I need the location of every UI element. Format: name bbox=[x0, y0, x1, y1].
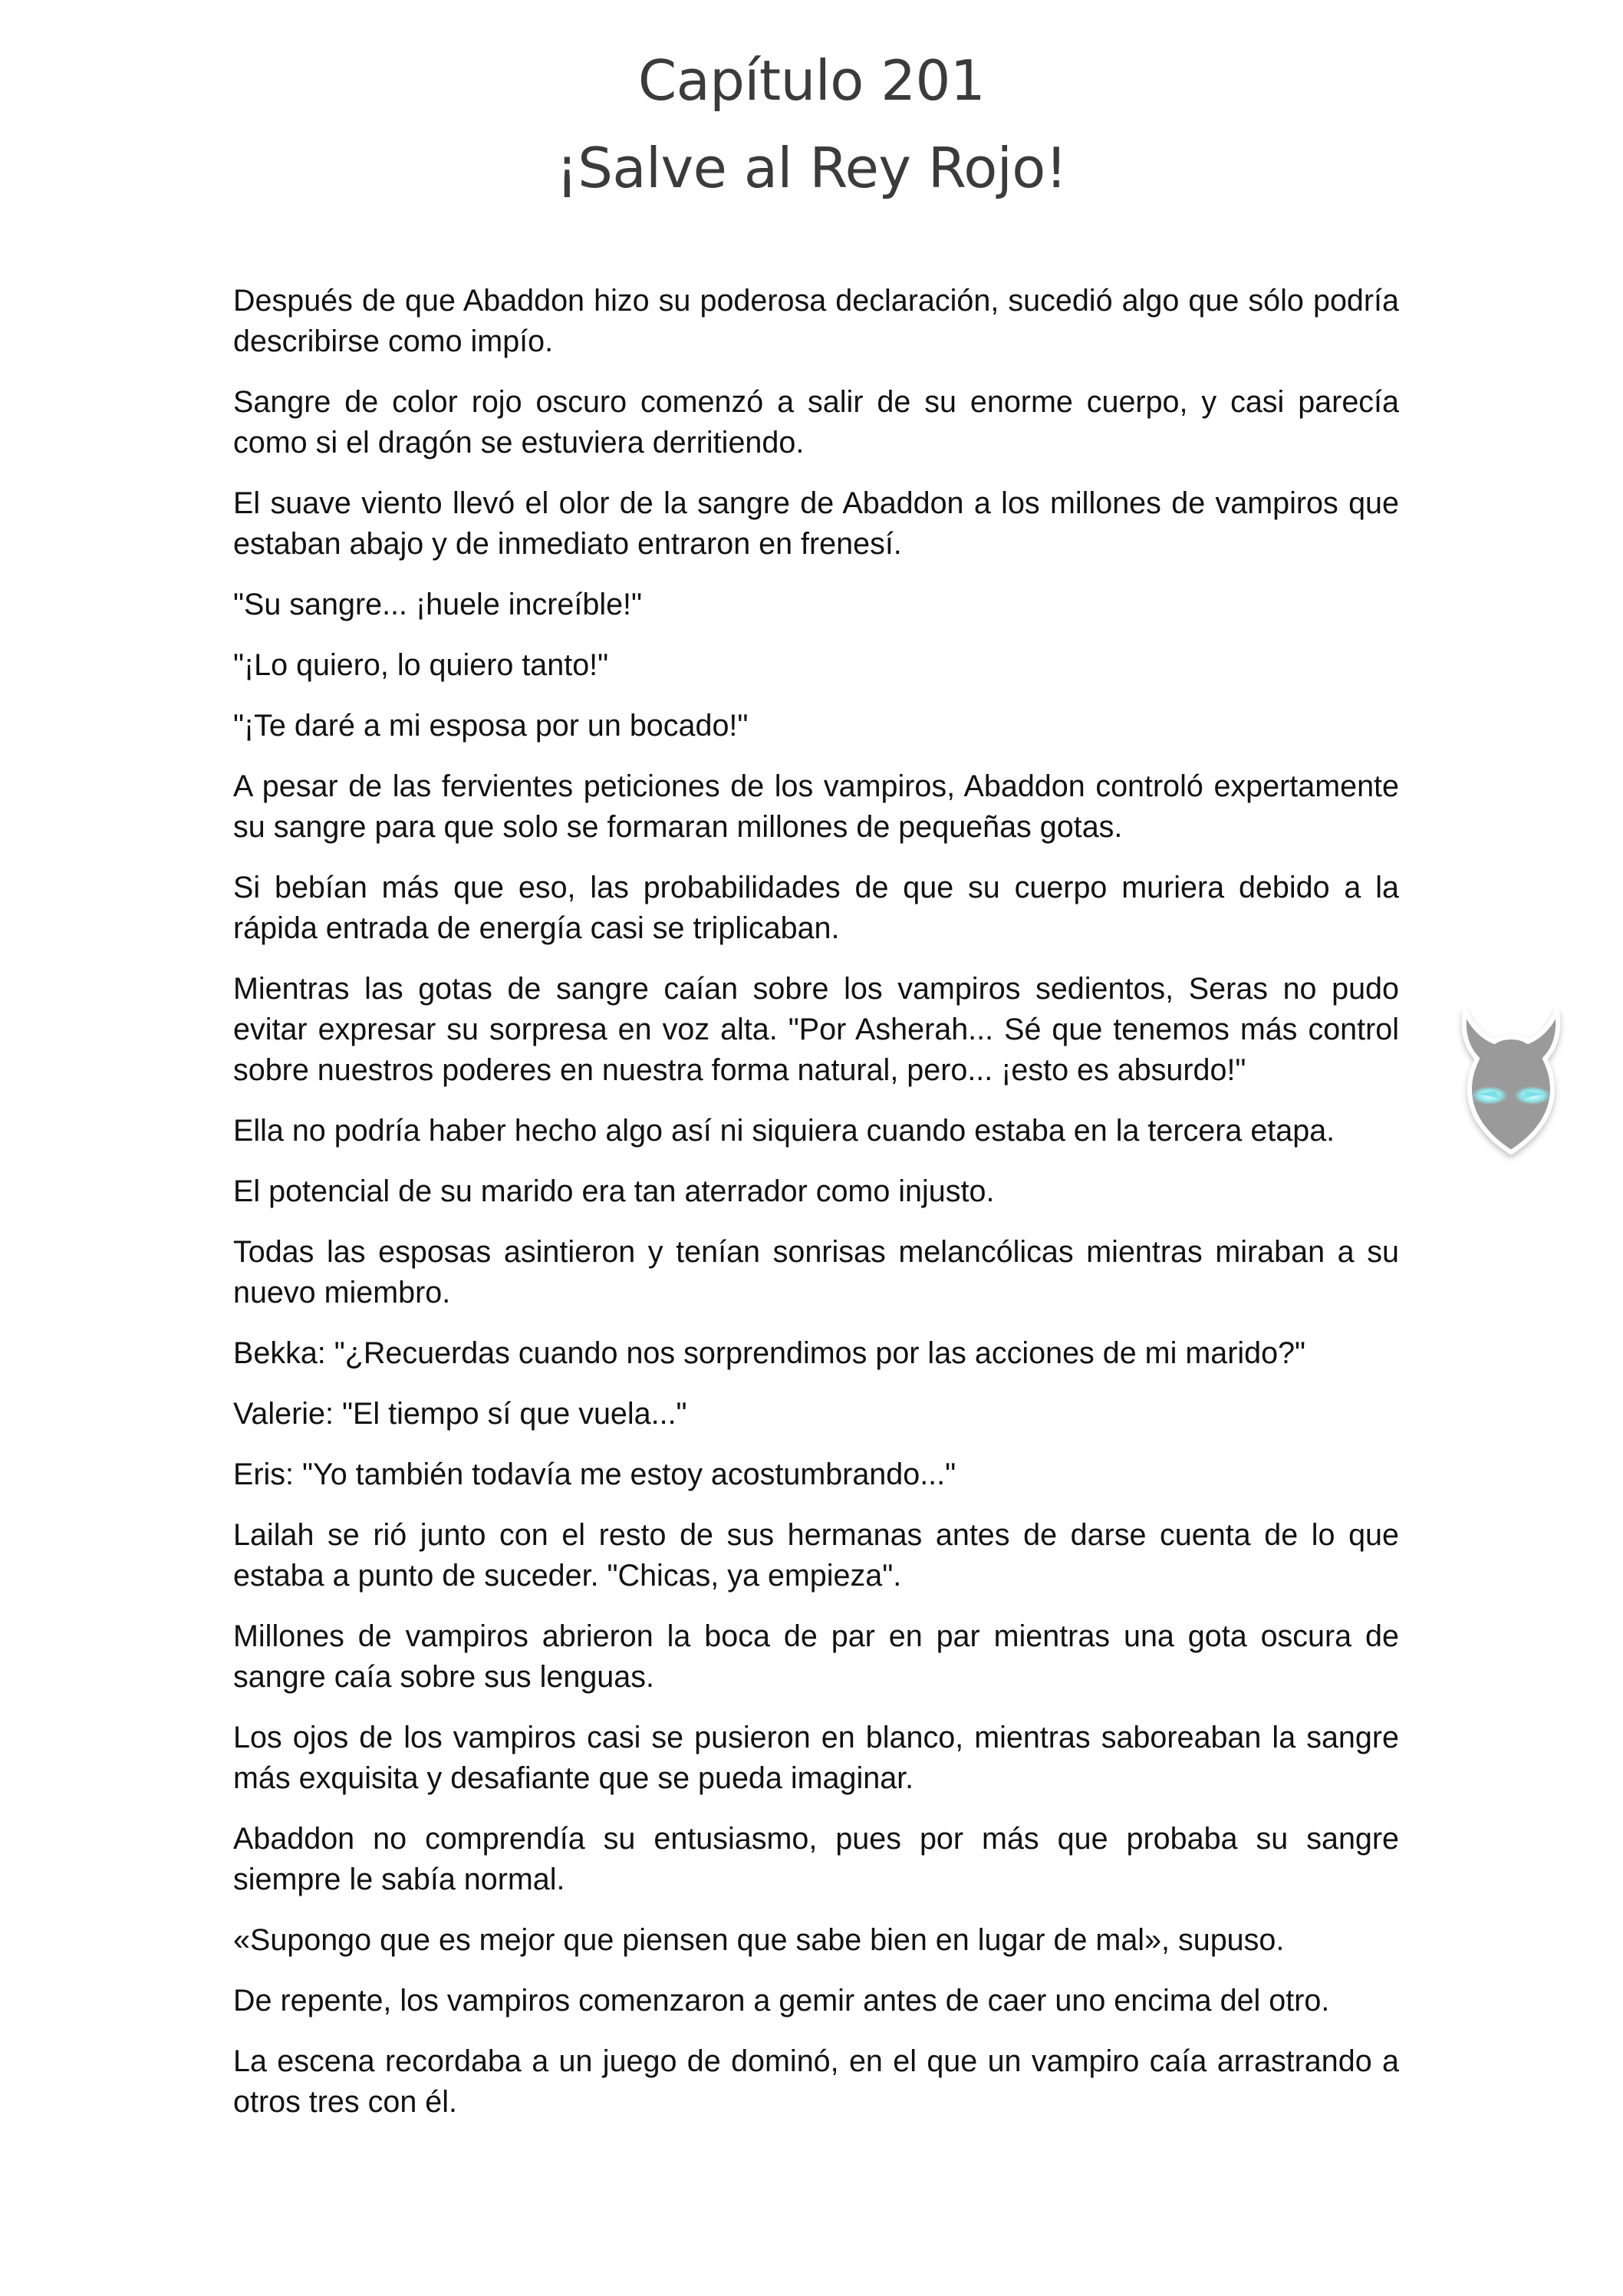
paragraph: Si bebían más que eso, las probabilidades de que su cuerpo muriera debido a la rápida entrada de energía casi se triplicaban. bbox=[233, 871, 1399, 945]
watermark-logo bbox=[1442, 994, 1580, 1163]
chapter-heading bbox=[0, 37, 1623, 212]
paragraph: El potencial de su marido era tan aterrador como injusto. bbox=[233, 1174, 995, 1208]
paragraph: Los ojos de los vampiros casi se pusieron en blanco, mientras saboreaban la sangre más exquisita y desafiante que se pueda imaginar. bbox=[233, 1721, 1399, 1795]
paragraph: Sangre de color rojo oscuro comenzó a salir de su enorme cuerpo, y casi parecía como si el dragón se estuviera derritiendo. bbox=[233, 385, 1399, 460]
paragraph: A pesar de las fervientes peticiones de los vampiros, Abaddon controló expertamente su sangre para que solo se formaran millones de pequeñas gotas. bbox=[233, 769, 1399, 844]
paragraph: Abaddon no comprendía su entusiasmo, pues por más que probaba su sangre siempre le sabía normal. bbox=[233, 1822, 1399, 1896]
paragraph: Después de que Abaddon hizo su poderosa declaración, sucedió algo que sólo podría describirse como impío. bbox=[233, 284, 1399, 358]
paragraph: Millones de vampiros abrieron la boca de par en par mientras una gota oscura de sangre caía sobre sus lenguas. bbox=[233, 1619, 1399, 1694]
paragraph: "¡Lo quiero, lo quiero tanto!" bbox=[233, 648, 609, 682]
paragraph: Todas las esposas asintieron y tenían sonrisas melancólicas mientras miraban a su nuevo miembro. bbox=[233, 1235, 1399, 1309]
paragraph: Valerie: "El tiempo sí que vuela..." bbox=[233, 1397, 687, 1431]
paragraph: "¡Te daré a mi esposa por un bocado!" bbox=[233, 709, 749, 743]
paragraph: Mientras las gotas de sangre caían sobre los vampiros sedientos, Seras no pudo evitar expresar su sorpresa en voz alta. "Por Asherah... Sé que tenemos más control sobre nuestros poderes en nuestra forma natural, pero... ¡esto es absurdo!" bbox=[233, 972, 1399, 1087]
paragraph: «Supongo que es mejor que piensen que sabe bien en lugar de mal», supuso. bbox=[233, 1923, 1285, 1957]
chapter-body bbox=[233, 281, 1399, 2143]
paragraph: "Su sangre... ¡huele increíble!" bbox=[233, 588, 643, 621]
chapter-title: ¡Salve al Rey Rojo! bbox=[555, 136, 1068, 200]
paragraph: Eris: "Yo también todavía me estoy acostumbrando..." bbox=[233, 1458, 956, 1491]
paragraph: Ella no podría haber hecho algo así ni siquiera cuando estaba en la tercera etapa. bbox=[233, 1114, 1335, 1148]
paragraph: El suave viento llevó el olor de la sangre de Abaddon a los millones de vampiros que estaban abajo y de inmediato entraron en frenesí. bbox=[233, 486, 1399, 561]
chapter-number: Capítulo 201 bbox=[637, 48, 986, 113]
paragraph: La escena recordaba a un juego de dominó, en el que un vampiro caía arrastrando a otros tres con él. bbox=[233, 2044, 1399, 2119]
demon-head-icon bbox=[1442, 994, 1580, 1163]
paragraph: De repente, los vampiros comenzaron a gemir antes de caer uno encima del otro. bbox=[233, 1984, 1330, 2018]
paragraph: Bekka: "¿Recuerdas cuando nos sorprendimos por las acciones de mi marido?" bbox=[233, 1336, 1306, 1370]
paragraph: Lailah se rió junto con el resto de sus hermanas antes de darse cuenta de lo que estaba a punto de suceder. "Chicas, ya empieza". bbox=[233, 1518, 1399, 1593]
